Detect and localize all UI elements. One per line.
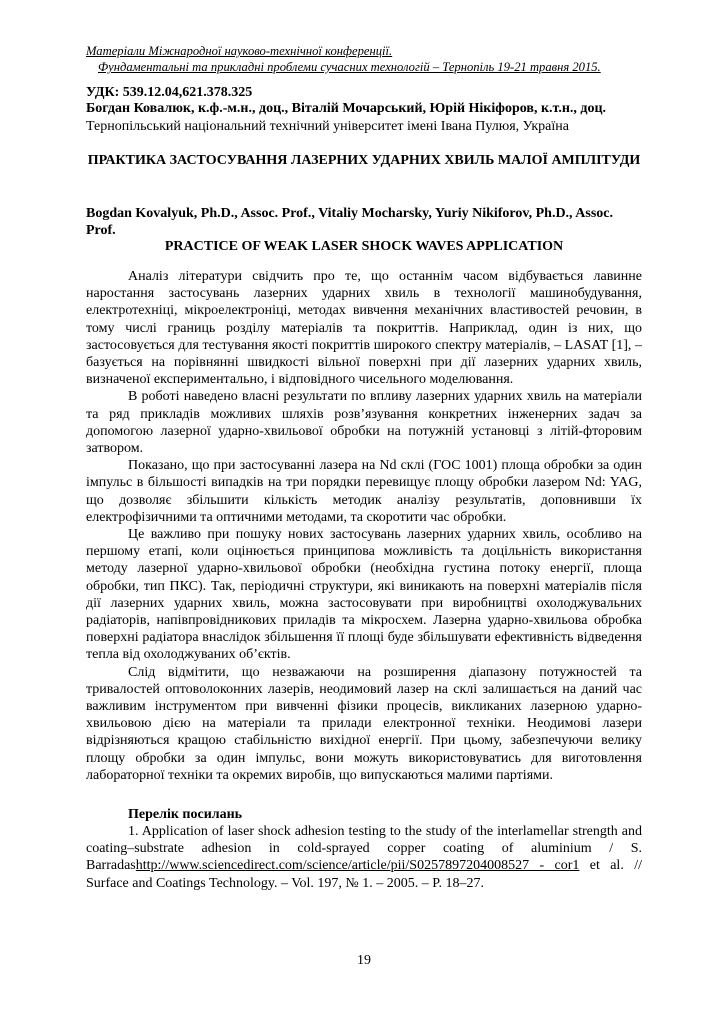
affiliation: Тернопільський національний технічний університет імені Івана Пулюя, Україна <box>86 119 569 134</box>
reference-link[interactable]: http://www.sciencedirect.com/science/article/pii/S0257897204008527 - cor1 <box>135 858 580 874</box>
paragraph: Це важливо при пошуку нових застосувань лазерних ударних хвиль, особливо на першому етапі, коли оцінюється принципова можливість та доцільність використання методу лазерної ударно-хвильової обробки (необхідна густина потоку енергії, площа обробки, тип ПКС). Так, періодичні структури, які виникають на поверхні матеріалів після дії лазерних ударних хвиль, можна застосовувати при виробництві охолоджувальних радіаторів, напівпровідникових приладів та мікросхем. Лазерна ударно-хвильова обробка поверхні радіатора внаслідок збільшення її площі буде збільшувати ефективність відведення тепла від охолоджуваних об’єктів. <box>86 527 642 663</box>
title-english: PRACTICE OF WEAK LASER SHOCK WAVES APPLICATION <box>164 239 564 254</box>
reference-text-tail: et al. // Surface and Coatings Technology. – Vol. 197, № 1. – 2005. – P. 18–27. <box>86 858 642 891</box>
running-header-conference-title: Фундаментальні та прикладні проблеми сучасних технологій – Тернопіль 19-21 травня 2015. <box>98 60 601 74</box>
paragraph: В роботі наведено власні результати по впливу лазерних ударних хвиль на матеріали та ряд прикладів можливих шляхів розв’язування конкретних інженерних задач за допомогою лазерної ударно-хвильової обробки на потужній установці з літій-фторовим затвором. <box>86 389 642 457</box>
page-number: 19 <box>357 953 371 968</box>
authors-english: Bogdan Kovalyuk, Ph.D., Assoc. Prof., Vitaliy Mocharsky, Yuriy Nikiforov, Ph.D., Assoc. Prof. <box>86 206 614 238</box>
running-header-conference: Матеріали Міжнародної науково-технічної конференції. <box>86 44 393 58</box>
paragraph: Слід відмітити, що незважаючи на розширення діапазону потужностей та тривалостей оптоволоконних лазерів, неодимовий лазер на склі залишається на даний час важливим інструментом при вивченні фізики процесів, викликаних лазерною ударно-хвильовою дією на матеріали та прилади електронної техніки. Неодимові лазери відрізняються кращою стабільністю вихідної енергії. При цьому, забезпечуючи велику площу обробки за один імпульс, вони можуть використовуватись для виготовлення лабораторної техніки та окремих виробів, що випускаються малими партіями. <box>86 664 642 783</box>
paragraph: Показано, що при застосуванні лазера на Nd склі (ГОС 1001) площа обробки за один імпульс в більшості випадків на три порядки перевищує площу обробки лазером Nd: YAG, що дозволяє збільшити кількість методик аналізу результатів, доповнивши їх електрофізичними та оптичними методами, та скоротити час обробки. <box>86 458 642 525</box>
authors-ukrainian: Богдан Ковалюк, к.ф.-м.н., доц., Віталій Мочарський, Юрій Нікіфоров, к.т.н., доц. <box>86 101 607 116</box>
reference-item <box>86 823 642 892</box>
title-ukrainian: ПРАКТИКА ЗАСТОСУВАННЯ ЛАЗЕРНИХ УДАРНИХ ХВИЛЬ МАЛОЇ АМПЛІТУДИ <box>87 153 641 168</box>
udc-code: УДК: 539.12.04,621.378.325 <box>86 85 253 100</box>
body-text <box>86 268 642 784</box>
references-heading: Перелік посилань <box>128 807 243 822</box>
paragraph: Аналіз літератури свідчить про те, що останнім часом відбувається лавинне наростання застосувань лазерних ударних хвиль в технології машинобудування, електротехніці, мікроелектроніці, методах вивчення механічних властивостей речовин, в тому числі границь розділу матеріалів та покриттів. Наприклад, один із них, що застосовується для тестування якості покриттів широкого спектру матеріалів, – LASAT [1], – базується на порівнянні швидкості вільної поверхні при дії лазерних ударних хвиль, визначеної експериментально, і відповідного чисельного моделювання. <box>86 269 642 388</box>
reference-text: Application of laser shock adhesion testing to the study of the interlamellar strength and coating–substrate adhesion in cold-sprayed copper coating of aluminium / S. Barradas <box>86 824 642 874</box>
reference-number: 1. <box>128 824 139 839</box>
